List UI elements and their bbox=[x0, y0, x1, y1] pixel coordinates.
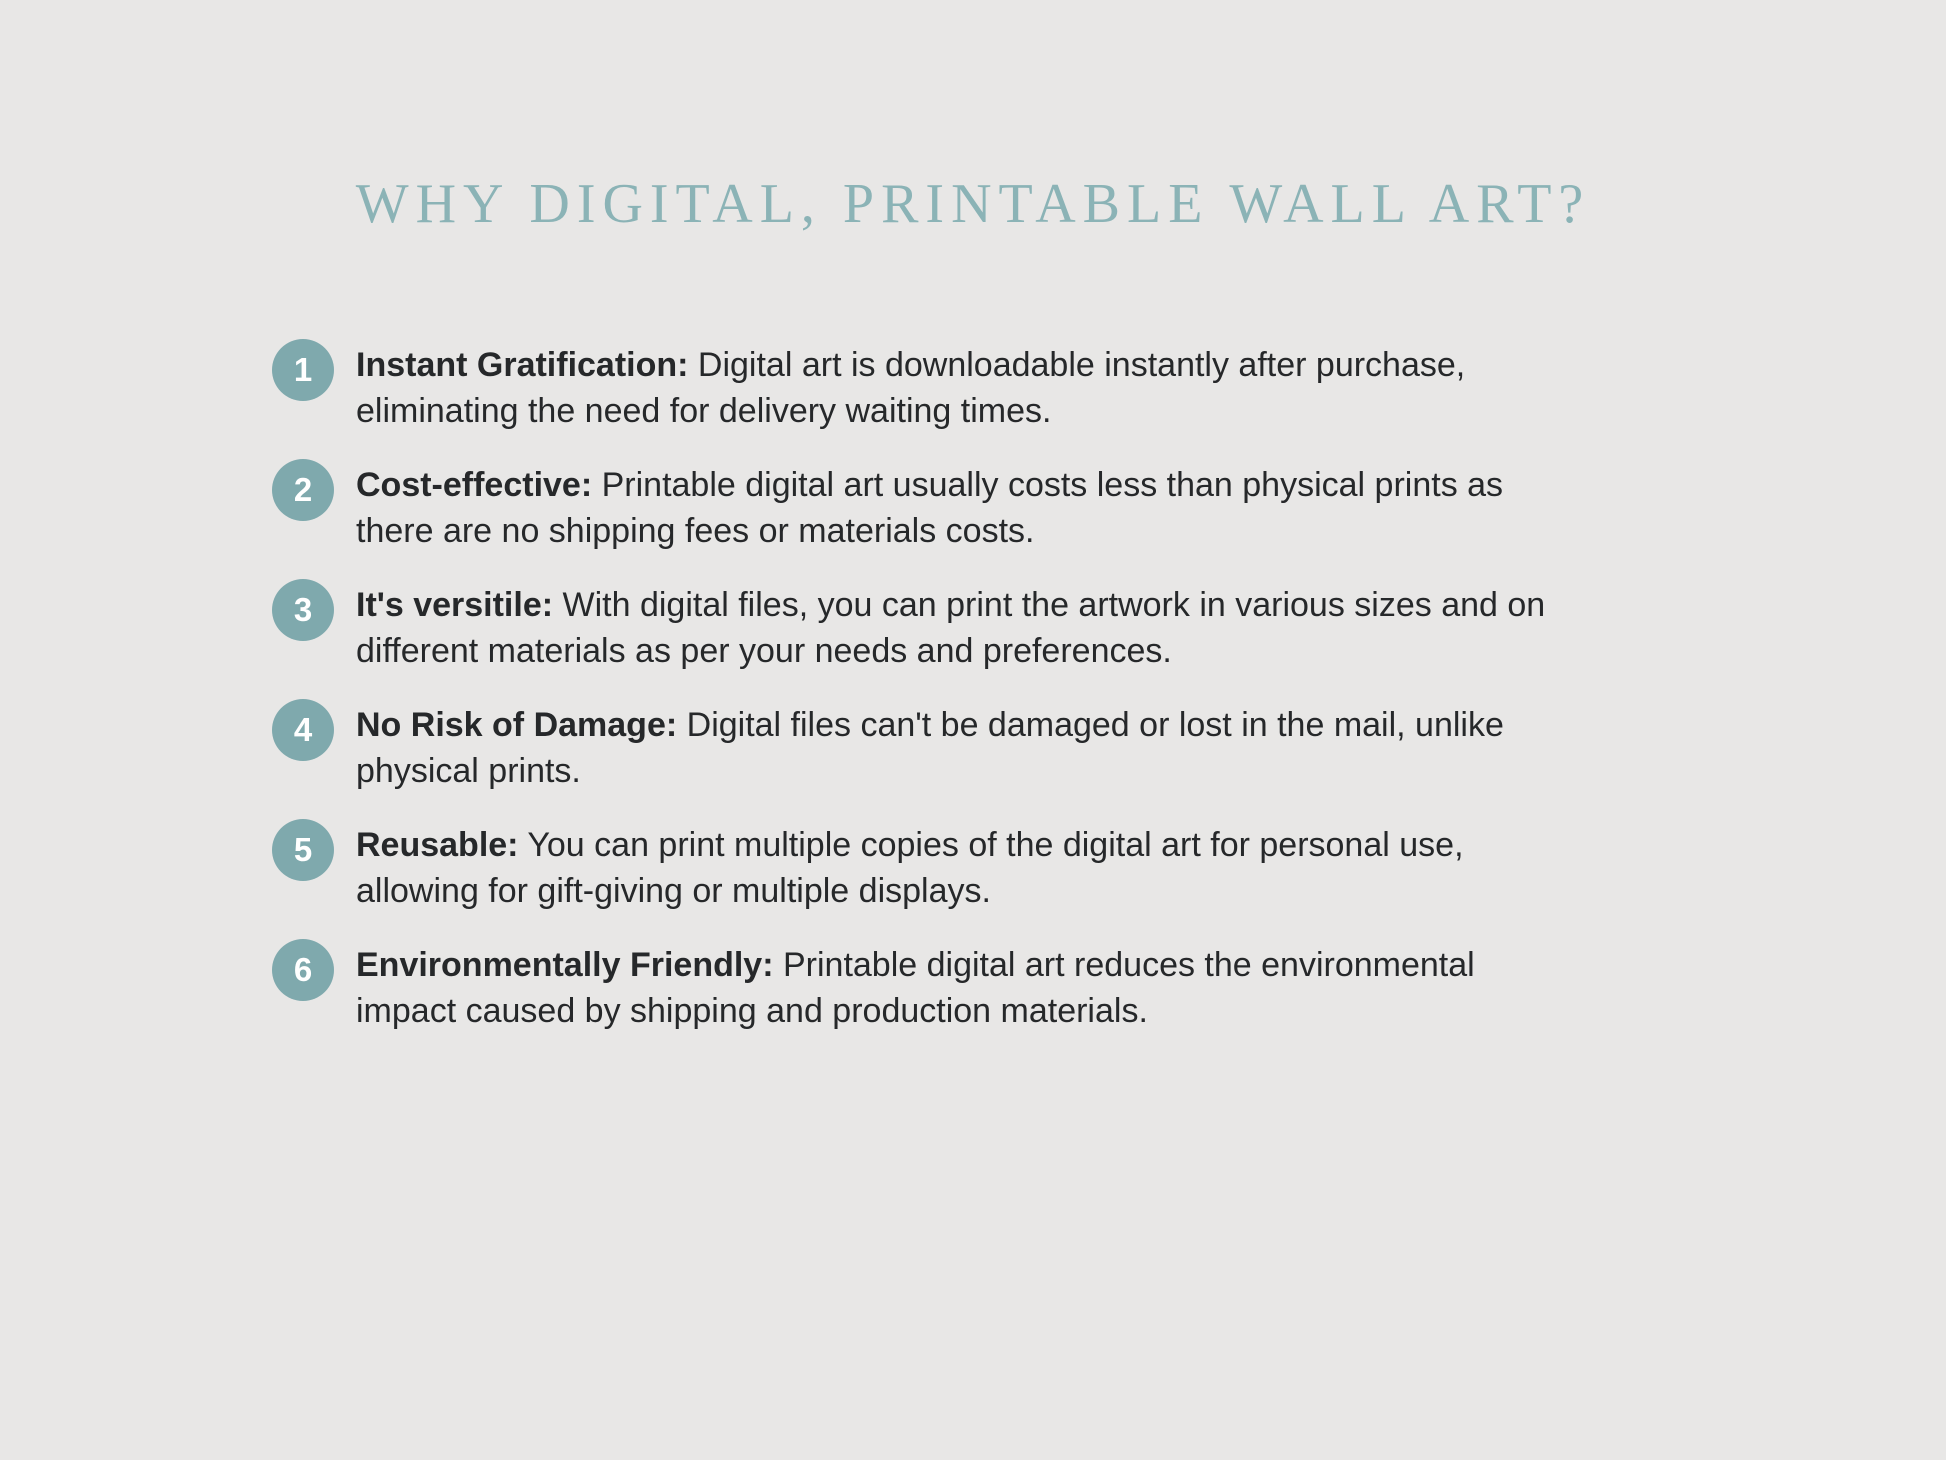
list-item bbox=[272, 818, 1672, 914]
list-item bbox=[272, 458, 1672, 554]
list-item-text bbox=[356, 338, 1586, 434]
list-item-number-badge: 1 bbox=[272, 339, 334, 401]
list-item-text bbox=[356, 458, 1586, 554]
list-item bbox=[272, 338, 1672, 434]
list-item bbox=[272, 698, 1672, 794]
list-item-body: Printable digital art usually costs less than physical prints as there are no shipping fees or materials costs. bbox=[356, 466, 1504, 550]
list-item-lead: No Risk of Damage: bbox=[356, 706, 678, 745]
list-item-body: Digital files can't be damaged or lost in the mail, unlike physical prints. bbox=[356, 706, 1504, 790]
list-item-text bbox=[356, 938, 1536, 1034]
list-item-body: Printable digital art reduces the environmental impact caused by shipping and production materials. bbox=[356, 946, 1475, 1031]
list-item-number-badge: 3 bbox=[272, 579, 334, 641]
list-item-lead: Cost-effective: bbox=[356, 466, 593, 505]
list-item-body: Digital art is downloadable instantly after purchase, eliminating the need for delivery waiting times. bbox=[356, 346, 1466, 430]
list-item-number-badge: 5 bbox=[272, 819, 334, 881]
list-item-body: With digital files, you can print the artwork in various sizes and on different materials as per your needs and preferences. bbox=[356, 586, 1546, 670]
list-item-lead: Reusable: bbox=[356, 826, 519, 865]
list-item bbox=[272, 578, 1672, 674]
list-item-body: You can print multiple copies of the digital art for personal use, allowing for gift-giving or multiple displays. bbox=[356, 826, 1464, 910]
list-item-number-badge: 6 bbox=[272, 939, 334, 1001]
list-item-number-badge: 4 bbox=[272, 699, 334, 761]
list-item-text bbox=[356, 698, 1576, 794]
page-title: WHY DIGITAL, PRINTABLE WALL ART? bbox=[355, 173, 1591, 235]
list-item bbox=[272, 938, 1672, 1034]
benefits-list bbox=[272, 338, 1672, 1059]
list-item-lead: Instant Gratification: bbox=[356, 346, 689, 384]
list-item-text bbox=[356, 578, 1646, 674]
list-item-text bbox=[356, 818, 1536, 914]
list-item-lead: It's versitile: bbox=[356, 586, 554, 625]
list-item-lead: Environmentally Friendly: bbox=[356, 946, 774, 985]
list-item-number-badge: 2 bbox=[272, 459, 334, 521]
